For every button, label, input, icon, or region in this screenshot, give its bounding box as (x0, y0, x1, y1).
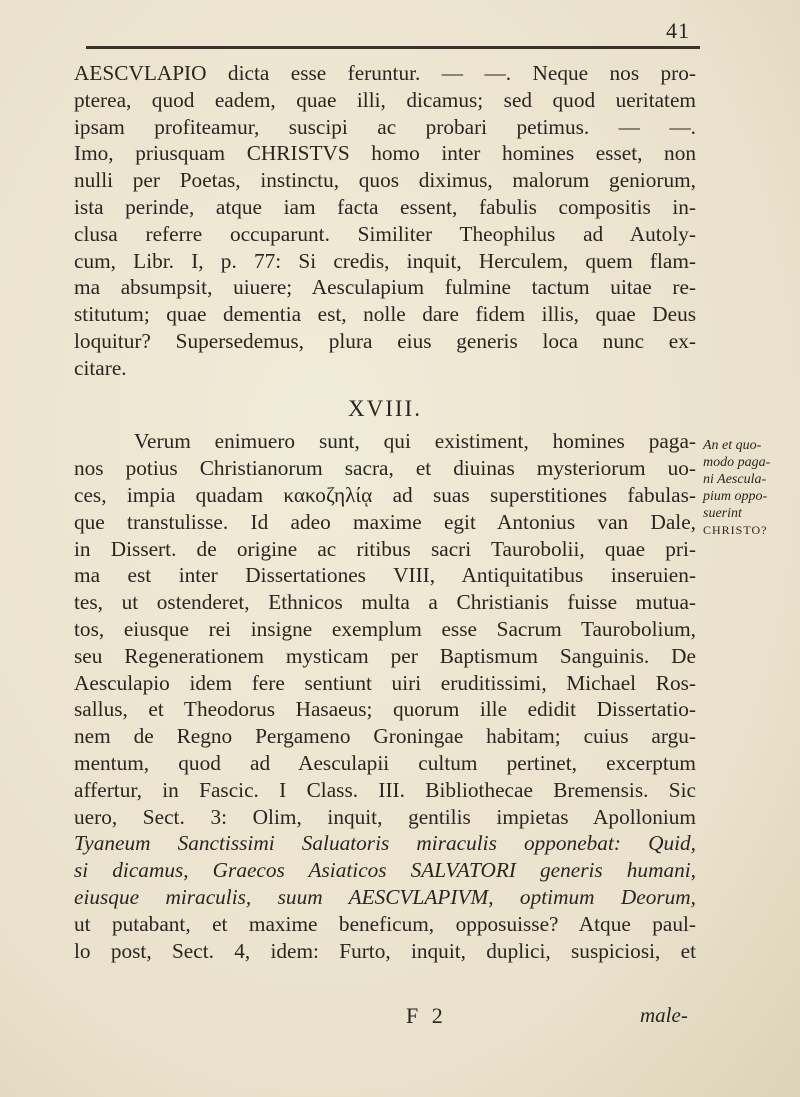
text-line: ma absumpsit, uiuere; Aesculapium fulmine tactum uitae re- (74, 275, 696, 300)
text-line: si dicamus, Graecos Asiaticos SALVATORI generis humani, (74, 858, 696, 883)
text-line: stitutum; quae dementia est, nolle dare fidem illis, quae Deus (74, 302, 696, 327)
header-rule (86, 46, 700, 49)
text-line: mentum, quod ad Aesculapii cultum pertinet, excerptum (74, 750, 696, 775)
text-line: seu Regenerationem mysticam per Baptismum Sanguinis. De (74, 643, 696, 668)
page-number: 41 (666, 18, 690, 43)
text-line: affertur, in Fascic. I Class. III. Bibliothecae Bremensis. Sic (74, 777, 696, 802)
text-line: clusa referre occuparunt. Similiter Theophilus ad Autoly- (74, 221, 696, 246)
text-line: tos, eiusque rei insigne exemplum esse Sacrum Taurobolium, (74, 616, 696, 641)
text-line: Verum enimuero sunt, qui existiment, homines paga- (134, 429, 696, 454)
text-line: nem de Regno Pergameno Groningae habitam; cuius argu- (74, 724, 696, 749)
text-line: in Dissert. de origine ac ritibus sacri Taurobolii, quae pri- (74, 536, 696, 561)
text-line: sallus, et Theodorus Hasaeus; quorum ille edidit Dissertatio- (74, 697, 696, 722)
text-line: ces, impia quadam κακοζηλίᾳ ad suas superstitiones fabulas- (74, 482, 696, 507)
margin-note-line: pium oppo- (703, 489, 768, 504)
catchword: male- (640, 1003, 688, 1027)
text-line: ma est inter Dissertationes VIII, Antiquitatibus inseruien- (74, 563, 696, 588)
margin-note-line: An et quo- (703, 438, 762, 453)
text-line: loquitur? Supersedemus, plura eius generis loca nunc ex- (74, 328, 696, 353)
text-line: lo post, Sect. 4, idem: Furto, inquit, duplici, suspiciosi, et (74, 938, 696, 963)
margin-note-line: suerint (703, 506, 742, 521)
text-line: AESCVLAPIO dicta esse feruntur. — —. Neque nos pro- (74, 61, 696, 85)
body-text (74, 60, 696, 964)
margin-note-line: CHRISTO? (703, 523, 768, 537)
text-line: nos potius Christianorum sacra, et diuinas mysteriorum uo- (74, 456, 696, 481)
text-line: Aesculapio idem fere sentiunt uiri eruditissimi, Michael Ros- (74, 670, 696, 695)
text-line: ipsam profiteamur, suscipi ac probari petimus. — —. (74, 114, 696, 139)
text-line: citare. (74, 355, 127, 380)
text-line: Imo, priusquam CHRISTVS homo inter homines esset, non (74, 141, 696, 166)
signature-mark: F 2 (406, 1003, 447, 1028)
margin-note-line: modo paga- (703, 455, 771, 470)
text-line: uero, Sect. 3: Olim, inquit, gentilis impietas Apollonium (74, 804, 696, 829)
text-line: pterea, quod eadem, quae illi, dicamus; sed quod ueritatem (74, 87, 696, 112)
text-line: eiusque miraculis, suum AESCVLAPIVM, optimum Deorum, (74, 884, 696, 909)
text-line: ut putabant, et maxime beneficum, opposuisse? Atque paul- (74, 911, 696, 936)
text-line: ista perinde, atque iam facta essent, fabulis compositis in- (74, 194, 696, 219)
text-line: cum, Libr. I, p. 77: Si credis, inquit, Herculem, quem flam- (74, 248, 696, 273)
margin-note (703, 437, 795, 539)
margin-note-line: ni Aesculа- (703, 472, 767, 487)
text-line: tes, ut ostenderet, Ethnicos multa a Christianis fuisse mutua- (74, 590, 696, 615)
section-heading: XVIII. (348, 395, 422, 421)
text-line: nulli per Poetas, instinctu, quos diximus, malorum geniorum, (74, 168, 696, 193)
text-line: Tyaneum Sanctissimi Saluatoris miraculis opponebat: Quid, (74, 831, 696, 856)
text-line: que transtulisse. Id adeo maxime egit Antonius van Dale, (74, 509, 696, 534)
